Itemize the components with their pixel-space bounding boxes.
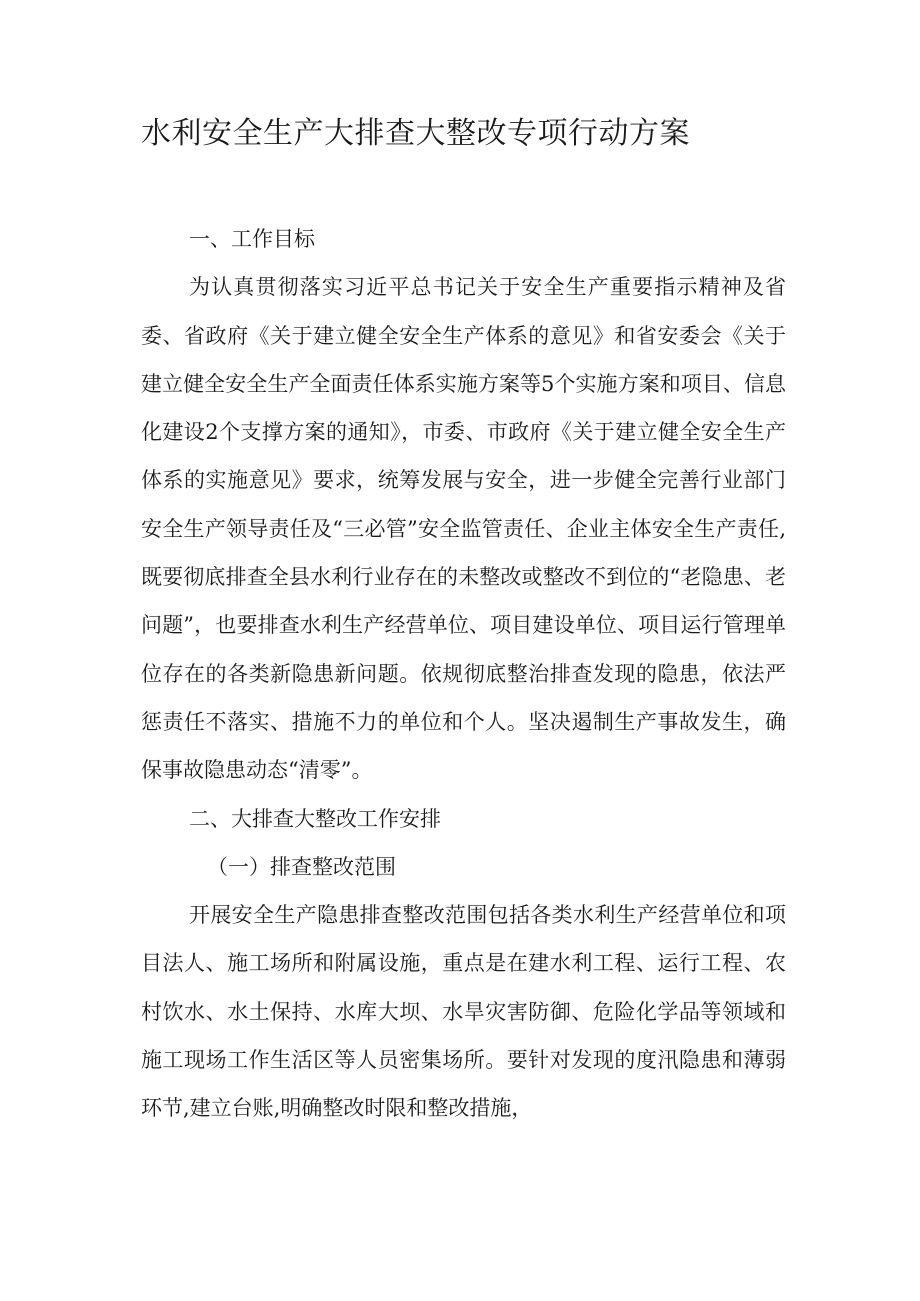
document-title: 水利安全生产大排查大整改专项行动方案 — [141, 116, 690, 151]
paragraph-work-goals: 为认真贯彻落实习近平总书记关于安全生产重要指示精神及省委、省政府《关于建立健全安全生产体系的意见》和省安委会《关于建立健全安全生产全面责任体系实施方案等5个实施方案和项目、信息化建设2个支撑方案的通知》，市委、市政府《关于建立健全安全生产体系的实施意见》要求，统筹发展与安全，进一步健全完善行业部门安全生产领导责任及“三必管”安全监管责任、企业主体安全生产责任,既要彻底排查全县水利行业存在的未整改或整改不到位的“老隐患、老问题”，也要排查水利生产经营单位、项目建设单位、项目运行管理单位存在的各类新隐患新问题。依规彻底整治排查发现的隐患，依法严惩责任不落实、措施不力的单位和个人。坚决遏制生产事故发生，确保事故隐患动态“清零”。 — [141, 275, 786, 783]
paragraph-scope: 开展安全生产隐患排查整改范围包括各类水利生产经营单位和项目法人、施工场所和附属设施，重点是在建水利工程、运行工程、农村饮水、水土保持、水库大坝、水旱灾害防御、危险化学品等领域和施工现场工作生活区等人员密集场所。要针对发现的度汛隐患和薄弱环节,建立台账,明确整改时限和整改措施， — [141, 903, 786, 1121]
subsection-heading-scope: （一）排查整改范围 — [207, 854, 396, 879]
section-heading-work-arrangement: 二、大排查大整改工作安排 — [189, 806, 441, 831]
document-body — [141, 215, 786, 1133]
section-heading-work-goals: 一、工作目标 — [189, 227, 315, 251]
